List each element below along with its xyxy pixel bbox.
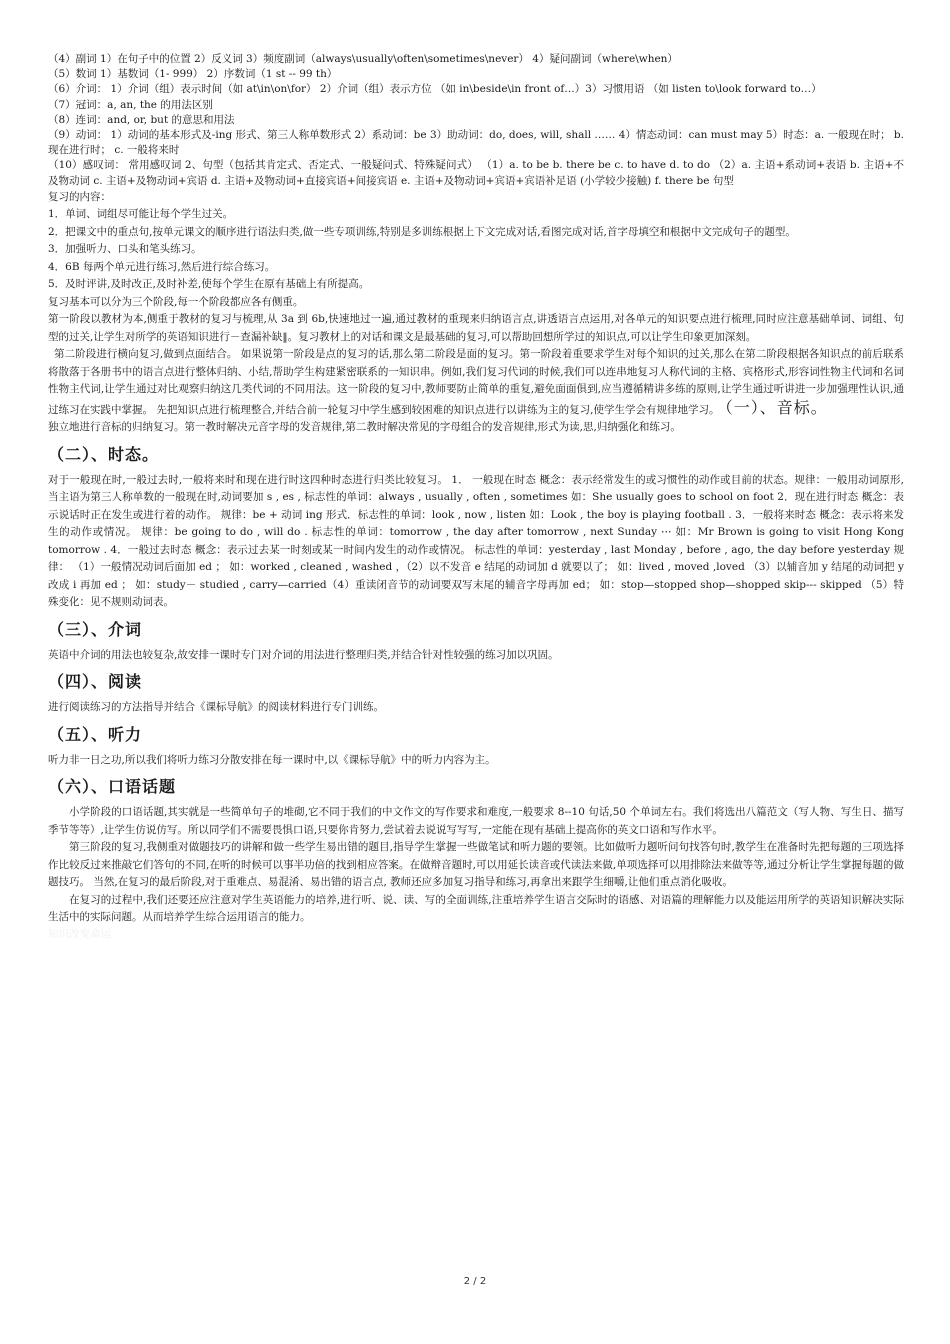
- stage-two-text: 第二阶段进行横向复习,做到点面结合。 如果说第一阶段是点的复习的话,那么第二阶段是面的复习。第一阶段着重要求学生对每个知识的过关,那么在第二阶段根据各知识点的前后联系将散落于各册书中的语言点进行整体归纳、小结,帮助学生构建紧密联系的一知识串。例如,我们复习代词的时候,我们可以连串地复习人称代词的主格、宾格形式,形容词性物主代词和名词性物主代词,让学生通过对比观察归纳这几类代词的不同用法。这一阶段的复习中,教师要防止简单的重复,避免面面俱到,应当遵循精讲多练的原则,让学生通过听讲进一步加强理性认识,通过练习在实践中掌握。 先把知识点进行梳理整合,并结合前一轮复习中学生感到较困难的知识点进行以讲练为主的复习,使学生学会有规律地学习。: [48, 348, 904, 416]
- grammar-item-numeral: （5）数词 1）基数词（1- 999） 2）序数词（1 st -- 99 th）: [48, 68, 338, 81]
- section-heading-listening: （五）、听力: [48, 724, 143, 744]
- review-item: 1．单词、词组尽可能让每个学生过关。: [48, 208, 234, 221]
- section-body-speaking: 小学阶段的口语话题,其实就是一些简单句子的堆砌,它不同于我们的中文作文的写作要求和难度,一般要求 8--10 句话,50 个单词左右。我们将选出八篇范文（写人物、写生日、描写季节等等）,让学生仿说仿写。所以同学们不需要畏惧口语,只要你肯努力,尝试着去说说写写写,一定能在现有基础上提高你的英文口语和写作水平。: [48, 806, 904, 836]
- section-heading-phonetics: （一）、音标。: [724, 397, 828, 417]
- section-body-listening: 听力非一日之功,所以我们将听力练习分散安排在每一课时中,以《课标导航》中的听力内容为主。: [48, 753, 496, 766]
- grammar-item-article: （7）冠词：a, an, the 的用法区别: [48, 98, 213, 111]
- review-item: 5．及时评讲,及时改正,及时补差,使每个学生在原有基础上有所提高。: [48, 278, 370, 291]
- section-body-tenses: 对于一般现在时,一般过去时,一般将来时和现在进行时这四种时态进行归类比较复习。 1． 一般现在时态 概念：表示经常发生的或习惯性的动作或目前的状态。规律：一般用动词原形,当主语为第三人称单数的一般现在时,动词要加 s , es , 标志性的单词：always , usually , often , sometimes 如：She usually goes to school on foot 2．现在进行时态 概念：表示说话时正在发生或进行着的动作。 规律：be + 动词 ing 形式．标志性的单词：look , now , listen 如：Look , the boy is playing football . 3．一般将来时态 概念：表示将来发生的动作或情况。 规律：be going to do , will do . 标志性的单词：tomorrow , the day after tomorrow , next Sunday ⋯ 如：Mr Brown is going to visit Hong Kong tomorrow . 4．一般过去时态 概念：表示过去某一时刻或某一时间内发生的动作或情况。 标志性的单词：yesterday , last Monday , before , ago, the day before yesterday 规律： （1）一般情况动词后面加 ed ； 如：worked , cleaned , washed ，（2）以不发音 e 结尾的动词加 d 就要以了； 如：lived , moved ,loved （3）以辅音加 y 结尾的动词把 y 改成 i 再加 ed ； 如：study－ studied , carry—carried（4）重读闭音节的动词要双写末尾的辅音字母再加 ed； 如：stop—stopped shop—shopped skip--- skipped （5）特殊变化：见不规则动词表。: [48, 473, 904, 609]
- grammar-item-interjection: （10）感叹词： 常用感叹词 2、句型（包括其肯定式、否定式、一般疑问式、特殊疑问式） （1）a. to be b. there be c. to have d. to do （2）a. 主语+系动词+表语 b. 主语+不及物动词 c. 主语+及物动词+宾语 d. 主语+及物动词+直接宾语+间接宾语 e. 主语+及物动词+宾语+宾语补足语 (小学较少接触) f. there be 句型: [48, 159, 904, 187]
- closing-paragraph: 在复习的过程中,我们还要还应注意对学生英语能力的培养,进行听、说、读、写的全面训练,注重培养学生语言交际时的语感、对语篇的理解能力以及能运用所学的英语知识解决实际生活中的实际问题。从而培养学生综合运用语言的能力。: [48, 893, 904, 924]
- grammar-item-conjunction: （8）连词：and, or, but 的意思和用法: [48, 113, 235, 126]
- review-item: 3．加强听力、口头和笔头练习。: [48, 243, 202, 256]
- stage-one-paragraph: 第一阶段以教材为本,侧重于教材的复习与梳理,从 3a 到 6b,快速地过一遍,通过教材的重现来归纳语言点,讲透语言点运用,对各单元的知识要点进行梳理,同时应注意基础单词、词组、句型的过关,让学生对所学的英语知识进行－查漏补缺‖。复习教材上的对话和课文是最基础的复习,可以帮助回想所学过的知识点,可以让学生印象更加深刻。: [48, 313, 904, 343]
- section-heading-speaking: （六）、口语话题: [48, 777, 177, 797]
- section-body-reading: 进行阅读练习的方法指导并结合《课标导航》的阅读材料进行专门训练。: [48, 701, 384, 714]
- review-item: 4．6B 每两个单元进行练习,然后进行综合练习。: [48, 260, 276, 273]
- stage-two-paragraph: [48, 346, 904, 419]
- section-heading-prepositions: （三）、介词: [48, 619, 143, 639]
- section-heading-tenses: （二）、时态。: [48, 444, 160, 464]
- grammar-item-adverb: （4）副词 1）在句子中的位置 2）反义词 3）频度副词（always\usually\often\sometimes\never） 4）疑问副词（where\when）: [48, 53, 678, 65]
- page-number: 2 / 2: [463, 1276, 487, 1287]
- review-content: [48, 189, 904, 420]
- stage-three-paragraph: 第三阶段的复习,我侧重对做题技巧的讲解和做一些学生易出错的题目,指导学生掌握一些做笔试和听力题的要领。比如做听力题听问句找答句时,教学生在准备时先把每题的三项选择作比较反过来推敲它们答句的不同,在听的时候可以事半功倍的找到相应答案。在做辩音题时,可以用延长读音或代读法来做,单项选择可以用排除法来做等等,通过分析让学生掌握每题的做题技巧。 当然,在复习的最后阶段,对于重难点、易混淆、易出错的语言点, 教师还应多加复习指导和练习,再拿出来跟学生细嚼,让他们重点消化吸收。: [48, 841, 904, 889]
- section-heading-reading: （四）、阅读: [48, 672, 143, 692]
- review-item: 2．把课文中的重点句,按单元课文的顺序进行语法归类,做一些专项训练,特别是多训练根据上下文完成对话,看图完成对话,首字母填空和根据中文完成句子的题型。: [48, 225, 796, 238]
- review-content-title: 复习的内容：: [48, 190, 111, 203]
- faded-footer-text: 知识改变命运: [48, 927, 111, 940]
- grammar-item-verb: （9）动词： 1）动词的基本形式及-ing 形式、第三人称单数形式 2）系动词：be 3）助动词：do, does, will, shall …… 4）情态动词：can must may 5）时态：a. 一般现在时； b. 现在进行时； c. 一般将来时: [48, 129, 904, 157]
- section-body-prepositions: 英语中介词的用法也较复杂,故安排一课时专门对介词的用法进行整理归类,并结合针对性较强的练习加以巩固。: [48, 648, 559, 661]
- section-body-phonetics: 独立地进行音标的归纳复习。第一教时解决元音字母的发音规律,第二教时解决常见的字母组合的发音规律,形式为读,思,归纳强化和练习。: [48, 421, 681, 434]
- stages-intro: 复习基本可以分为三个阶段,每一个阶段都应各有侧重。: [48, 295, 304, 308]
- document-page: [48, 52, 904, 942]
- grammar-item-preposition: （6）介词： 1）介词（组）表示时间（如 at\in\on\for） 2）介词（组）表示方位 （如 in\beside\in front of…）3）习惯用语 （如 listen to\look forward to…）: [48, 83, 822, 96]
- grammar-list: [48, 52, 904, 189]
